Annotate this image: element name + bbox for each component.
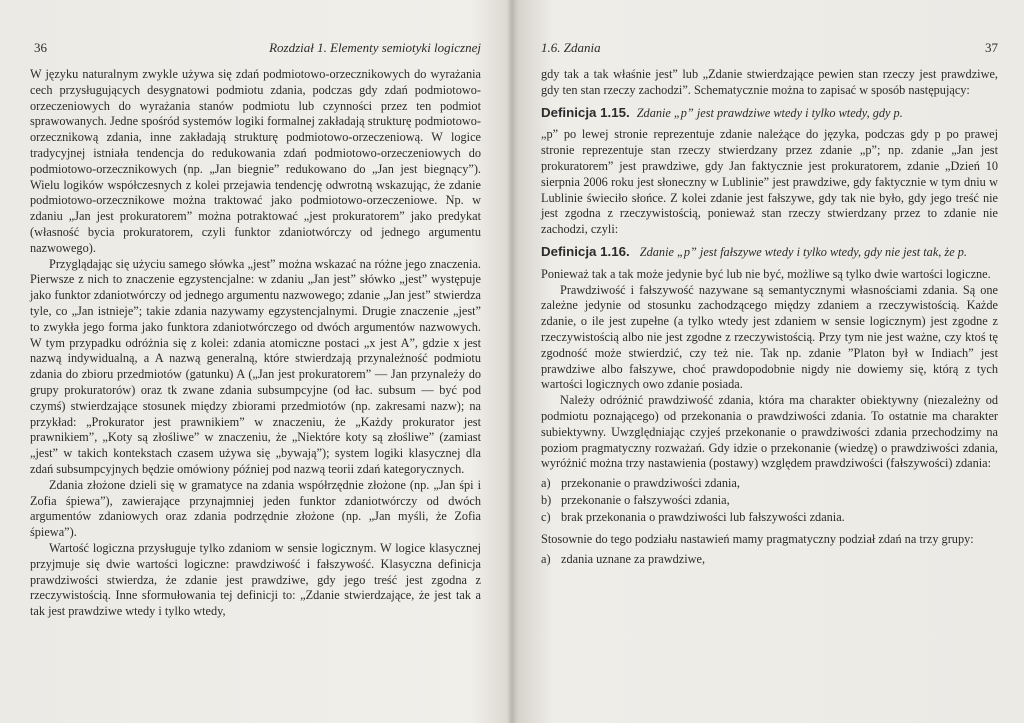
paragraph: „p” po lewej stronie reprezentuje zdanie należące do języka, podczas gdy p po prawej stronie reprezentuje stan rzeczy stwierdzany przez zdanie „p”; np. zdanie „Jan jest prokuratorem” jest prawdziwe, gdy Jan faktycznie jest prokuratorem, zdanie „Dzień 10 sierpnia 2006 roku jest słoneczny w Lublinie” jest prawdziwe, gdy faktycznie w tym dniu w Lublinie świeciło słońce. Z kolei zdanie jest fałszywe, gdy tak nie było, gdy jego treść nie jest zgodna z rzeczywistością, ponieważ stan rzeczy stwierdzany przez to zdanie nie zachodzi, czyli: [541,127,998,237]
paragraph: Należy odróżnić prawdziwość zdania, która ma charakter obiektywny (niezależny od podmiotu poznającego) od przekonania o prawdziwości zdania. To ostatnie ma charakter subiektywny. Uwzględniając czyjeś przekonanie o prawdziwości zdania przechodzimy na poziom pragmatyczny rozważań. Gdy idzie o przekonanie (wiedzę) o prawdziwości zdania, wyróżnić można trzy nastawienia (postawy) względem prawdziwości (fałszywości) zdania: [541,393,998,471]
list-marker: a) [541,551,551,566]
list-item-text: przekonanie o prawdziwości zdania, [561,476,740,491]
right-page [519,0,1024,723]
left-page-header [30,40,481,56]
paragraph: Prawdziwość i fałszywość nazywane są semantycznymi własnościami zdania. Są one zależne jedynie od stosunku zachodzącego między zdaniem a rzeczywistością. Każde zdanie, o ile jest zupełne (a tylko wtedy jest zdaniem w sensie logicznym) jest zgodne z rzeczywistością albo nie jest zgodne z rzeczywistością. Przy tym nie jest ważne, czy ktoś tę zgodność może stwierdzić, czy też nie. Tak np. zdanie ”Platon był w Indiach” jest prawdziwe albo fałszywe, choć prawdopodobnie nigdy nie dowiemy się, którą z tych wartości logicznych owo zdanie posiada. [541,282,998,392]
definition-1-16 [541,244,998,261]
paragraph: Stosownie do tego podziału nastawień mamy pragmatyczny podział zdań na trzy grupy: [541,532,974,547]
page-number: 37 [985,40,998,55]
running-head: Rozdział 1. Elementy semiotyki logicznej [269,40,481,55]
definition-1-15 [541,105,998,122]
sentence-groups-list [541,551,998,568]
list-marker: a) [541,476,551,491]
paragraph: W języku naturalnym zwykle używa się zdań podmiotowo-orzecznikowych do wyrażania cech przysługujących desygnatowi podmiotu zdania, podczas gdy zdań podmiotowo-orzeczeniowych do wyrażania stanów podmiotu lub czynności przez ten podmiot sprawowanych. Jedne spośród systemów logiki formalnej zakładają strukturę podmiotowo-orzecznikową zdania, inne zakładają strukturę podmiotowo-orzeczeniową. W logice tradycyjnej istniała tendencja do redukowania zdań podmiotowo-orzeczeniowych do podmiotowo-orzecznikowych (np. „Jan biegnie” redukowano do „Jan jest biegnący”). Wielu logików współczesnych z kolei przejawia tendencję odwrotną wskazując, że zdanie podmiotowo-orzecznikowe można traktować jako podmiotowo-orzeczeniowe. Np. w zdaniu „Jan jest prokuratorem” można potraktować „jest prokuratorem” jako predykat (własność bycia prokuratorem, czyli funktor zdaniotwórczy od jednego argumentu nazwowego). [30,67,481,255]
paragraph: Przyglądając się użyciu samego słówka „jest” można wskazać na różne jego znaczenia. Pierwsze z nich to znaczenie egzystencjalne: w zdaniu „Jan jest” słówko „jest” występuje jako funktor zdaniotwórczy od jednego argumentu nazwowego; zdanie „Jan jest” stwierdza tyle, co „Jan istnieje”; takie zdania nazywamy egzystencjalnymi. Drugie znaczenie „jest” to zwykła jego forma jako funktora zdaniotwórczego od dwóch argumentów nazwowych. W tym przypadku odróżnia się z kolei: zdania atomiczne postaci „x jest A”, gdzie x jest nazwą indywidualną, a A nazwą generalną, które stwierdzają przynależność podmiotu zdania do zbioru przedmiotów (gatunku) A („Jan jest prokuratorem” — Jan przynależy do grupy prokuratorów) oraz tk zwane zdania subsumpcyjne (od łac. subsum — być pod czymś) stwierdzające stosunek między zbiorami przedmiotów (np. zakresami nazw); na przykład: „Prokurator jest prawnikiem” w znaczeniu, że „Każdy prokurator jest prawnikiem”, „Koty są złośliwe” w znaczeniu, że „Niektóre koty są złośliwe” (zamiast „jest” w takich kontekstach czasem używa się „bywają”); system logiki klasycznej dla zdań subsumpcyjnych będzie omówiony później pod nazwą teorii zdań kategorycznych. [30,256,481,476]
paragraph: gdy tak a tak właśnie jest” lub „Zdanie stwierdzające pewien stan rzeczy jest prawdziwe, gdy ten stan rzeczy zachodzi”. Schematycznie można to zapisać w sposób następujący: [541,67,998,97]
list-marker: c) [541,510,551,525]
right-page-header [541,40,998,56]
attitudes-list [541,475,998,526]
paragraph: Wartość logiczna przysługuje tylko zdaniom w sensie logicznym. W logice klasycznej przyjmuje się dwie wartości logiczne: prawdziwość i fałszywość. Klasyczna definicja prawdziwości stwierdza, że zdanie jest prawdziwe, gdy jego treść jest zgodna z rzeczywistością. Inne sformułowania tej definicji to: „Zdanie stwierdzające, że jest tak a tak jest prawdziwe wtedy i tylko wtedy, [30,540,481,619]
paragraph: Ponieważ tak a tak może jedynie być lub nie być, możliwe są tylko dwie wartości logiczne. [541,266,991,281]
paragraph: Zdania złożone dzieli się w gramatyce na zdania współrzędnie złożone (np. „Jan śpi i Zofia śpiewa”), zawierające przynajmniej jeden funktor zdaniotwórczy od dwóch argumentów zdaniowych oraz zdania podrzędnie złożone (np. „Jan myśli, że Zofia śpiewa”). [30,477,481,540]
list-item-text: przekonanie o fałszywości zdania, [561,493,730,508]
list-marker: b) [541,493,552,508]
left-page [0,0,505,723]
page-number: 36 [34,40,47,55]
running-head: 1.6. Zdania [541,40,601,55]
definition-label: Definicja 1.15. [541,104,630,120]
list-item [541,492,998,509]
definition-text: Zdanie „p” jest prawdziwe wtedy i tylko wtedy, gdy p. [636,105,903,120]
definition-text: Zdanie „p” jest fałszywe wtedy i tylko wtedy, gdy nie jest tak, że p. [639,244,967,259]
list-item [541,475,998,492]
list-item [541,551,998,568]
list-item [541,509,998,526]
list-item-text: zdania uznane za prawdziwe, [561,551,706,566]
list-item-text: brak przekonania o prawdziwości lub fałszywości zdania. [561,510,845,525]
definition-label: Definicja 1.16. [541,243,630,259]
